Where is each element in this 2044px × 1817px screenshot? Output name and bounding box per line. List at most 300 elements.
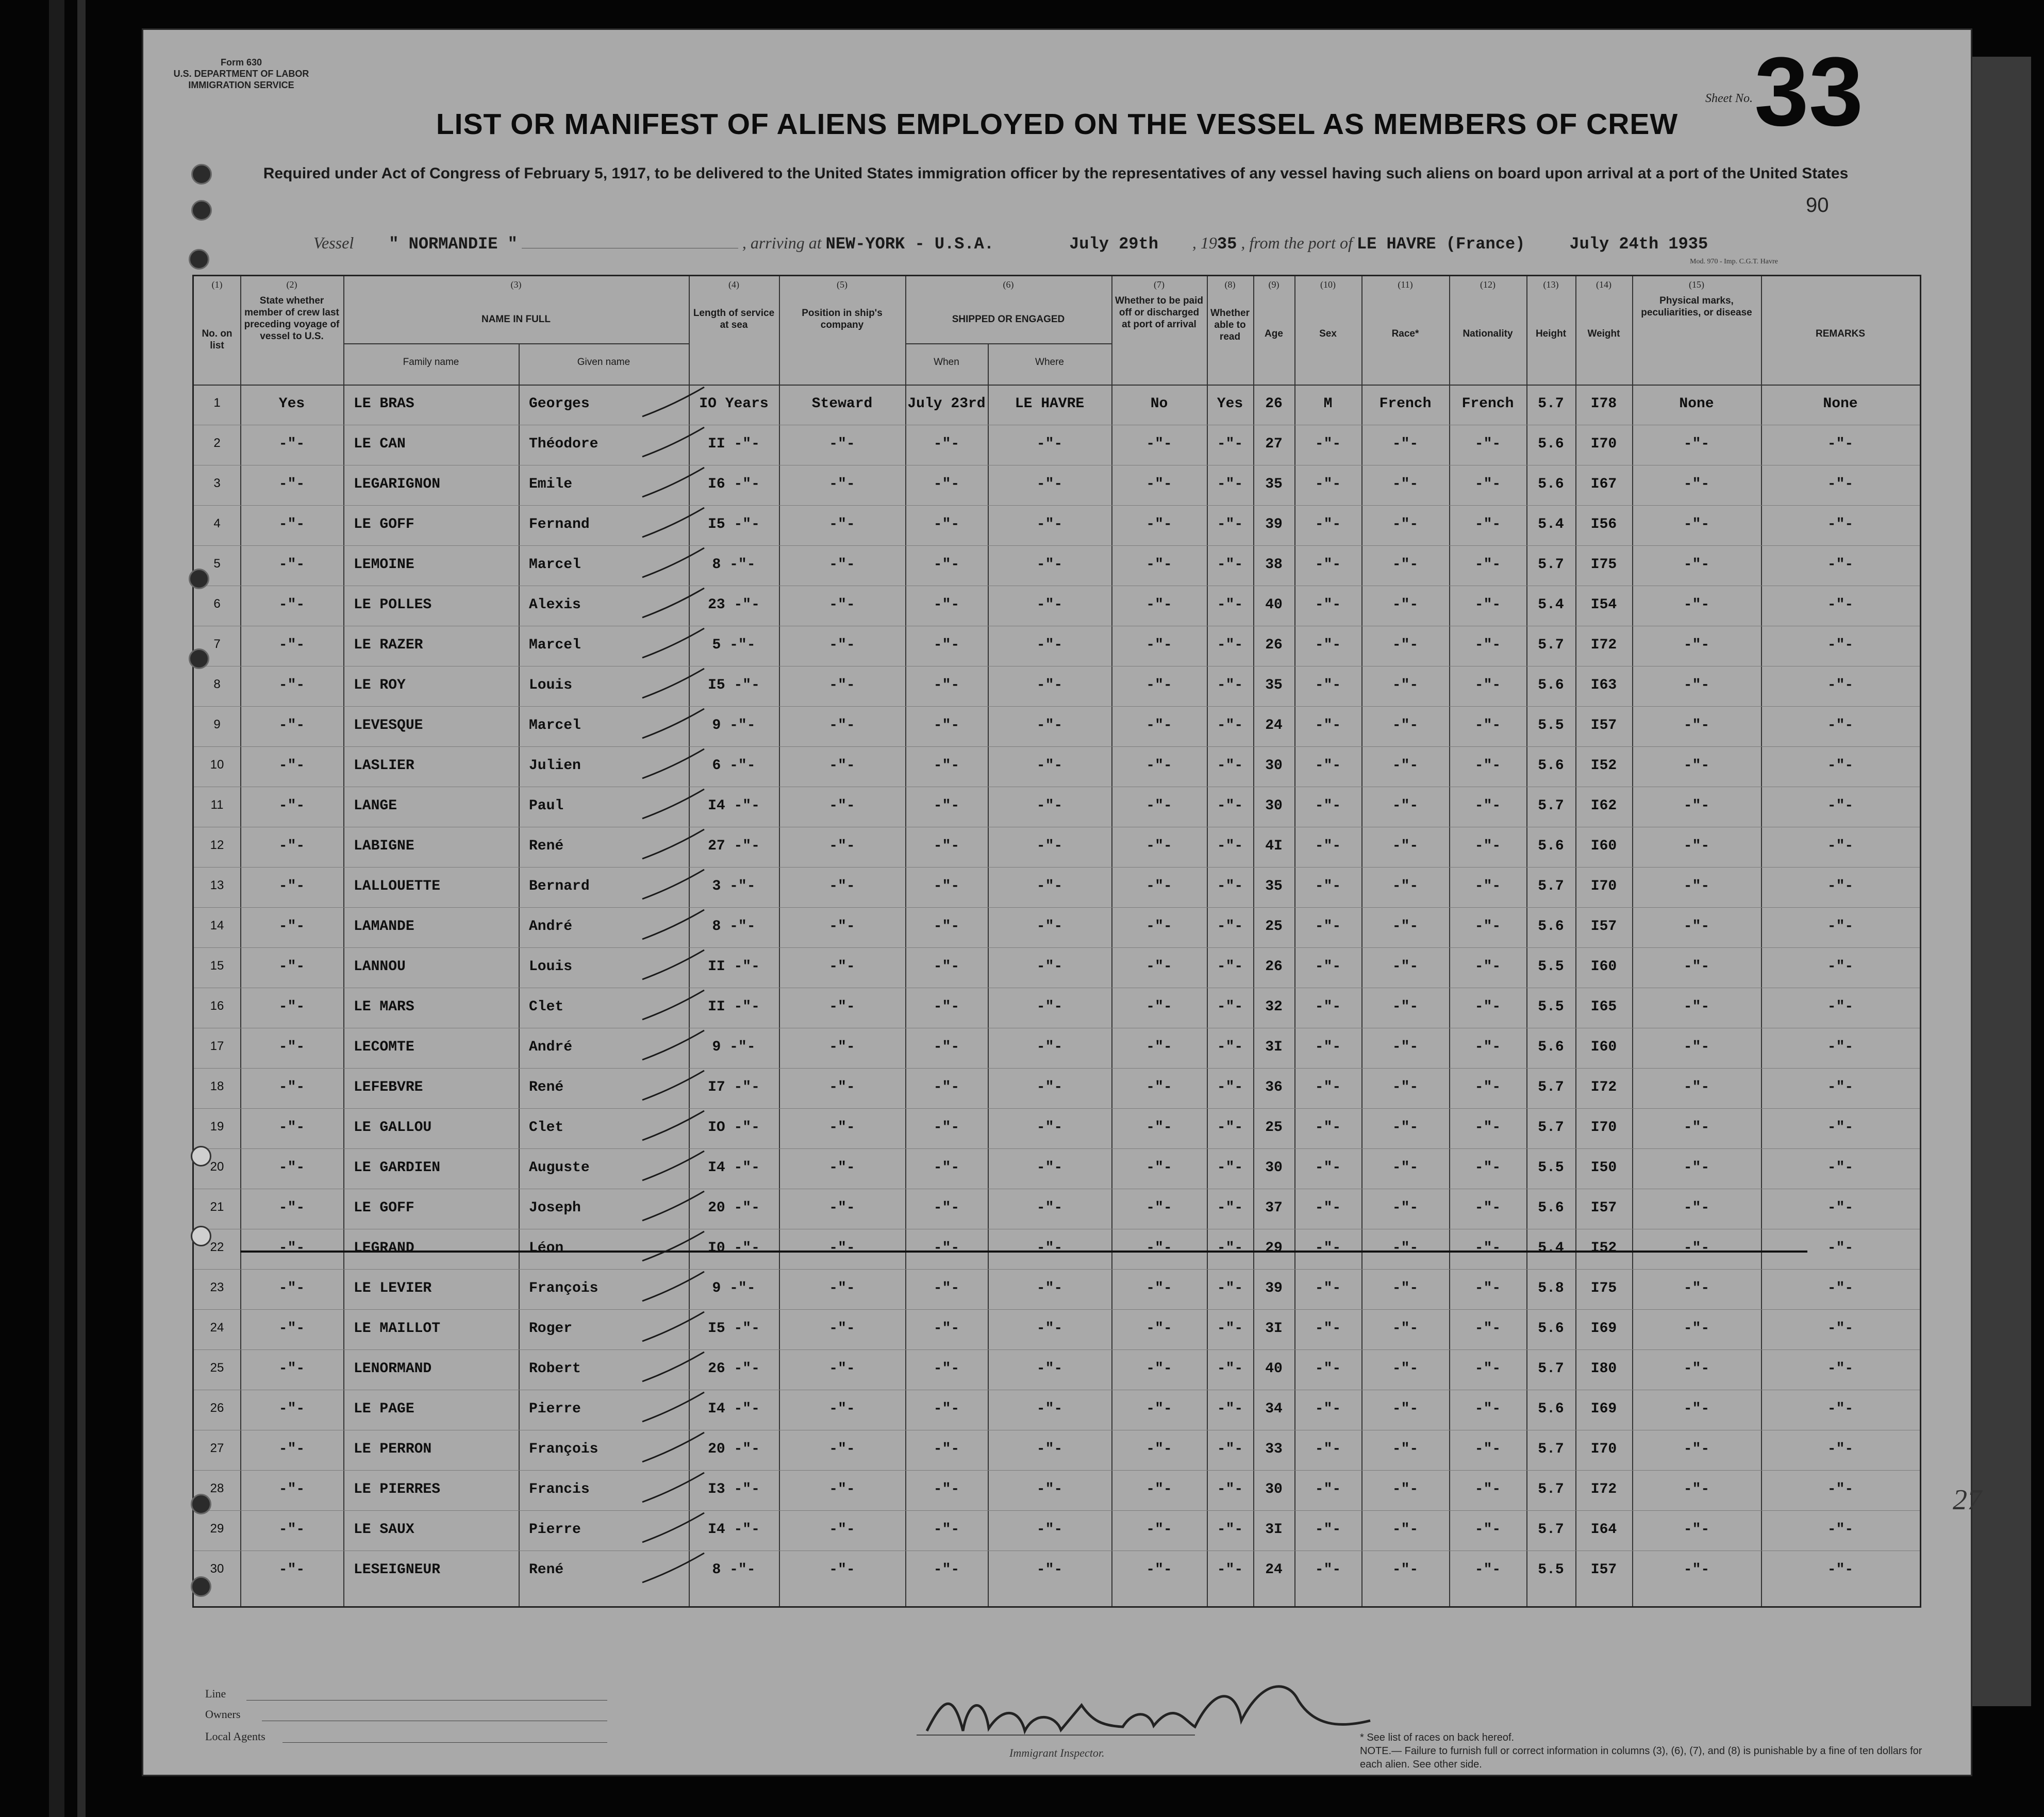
cell-marks: -"- [1683,1321,1710,1337]
cell-given: Paul [529,798,564,814]
cell-paid: -"- [1146,1562,1172,1578]
cell-marks: -"- [1683,838,1710,854]
cell-nat: -"- [1474,999,1501,1015]
cell-height: 5.7 [1538,1120,1564,1136]
manifest-sheet [142,28,1982,1776]
cell-position: -"- [829,1321,855,1337]
cell-paid: -"- [1146,718,1172,734]
cell-race: -"- [1392,557,1419,573]
cell-remarks: -"- [1827,597,1854,613]
cell-remarks: None [1823,396,1858,412]
cell-age: 24 [1265,1562,1283,1578]
cell-nat: -"- [1474,959,1501,975]
cell-weight: I57 [1590,1200,1617,1216]
cell-paid: -"- [1146,878,1172,894]
check-mark [637,505,709,541]
cell-nat: -"- [1474,919,1501,935]
cell-where: -"- [1036,1321,1063,1337]
cell-service: 8 -"- [712,557,756,573]
cell-family: LE LEVIER [354,1280,432,1296]
binder-hole [191,1146,211,1166]
cell-marks: -"- [1683,1240,1710,1256]
cell-read: -"- [1217,1481,1243,1497]
table-row [194,626,1920,666]
table-row [194,947,1920,988]
cell-position: -"- [829,1481,855,1497]
cell-when: -"- [933,1361,960,1377]
cell-service: 9 -"- [712,1039,756,1055]
column-number: (6) [1003,279,1014,290]
cell-given: Théodore [529,436,599,452]
cell-where: -"- [1036,1562,1063,1578]
cell-marks: -"- [1683,959,1710,975]
cell-age: 30 [1265,798,1283,814]
cell-family: LABIGNE [354,838,414,854]
cell-n: 30 [210,1562,224,1576]
cell-age: 26 [1265,959,1283,975]
cell-family: LE GOFF [354,516,414,532]
binder-hole [189,249,209,270]
cell-prev: -"- [278,476,305,492]
table-row [194,545,1920,586]
cell-read: -"- [1217,798,1243,814]
cell-weight: I62 [1590,798,1617,814]
cell-paid: -"- [1146,838,1172,854]
from-label: , from the port of [1241,234,1353,252]
cell-where: -"- [1036,1481,1063,1497]
cell-family: LE GALLOU [354,1120,432,1136]
cell-n: 23 [210,1280,224,1294]
cell-marks: -"- [1683,1481,1710,1497]
column-header: REMARKS [1815,328,1866,339]
cell-position: -"- [829,1441,855,1457]
cell-where: -"- [1036,999,1063,1015]
cell-marks: -"- [1683,1039,1710,1055]
cell-height: 5.7 [1538,396,1564,412]
sheet-number: 33 [1754,37,1864,146]
cell-where: -"- [1036,476,1063,492]
cell-marks: -"- [1683,1200,1710,1216]
check-mark [637,907,709,943]
table-row [194,1148,1920,1189]
check-mark [637,465,709,501]
cell-remarks: -"- [1827,1401,1854,1417]
cell-height: 5.6 [1538,436,1564,452]
department: U.S. DEPARTMENT OF LABOR [173,69,309,79]
cell-position: -"- [829,677,855,693]
table-row [194,586,1920,626]
cell-height: 5.6 [1538,1039,1564,1055]
cell-race: French [1379,396,1432,412]
cell-when: -"- [933,1401,960,1417]
cell-sex: -"- [1315,919,1341,935]
cell-nat: -"- [1474,436,1501,452]
year-prefix: , 19 [1192,234,1217,252]
cell-sex: -"- [1315,1079,1341,1095]
cell-remarks: -"- [1827,476,1854,492]
cell-weight: I52 [1590,758,1617,774]
cell-remarks: -"- [1827,637,1854,653]
cell-position: -"- [829,919,855,935]
cell-prev: -"- [278,1361,305,1377]
check-mark [637,545,709,581]
cell-sex: -"- [1315,1562,1341,1578]
cell-remarks: -"- [1827,1120,1854,1136]
cell-weight: I64 [1590,1522,1617,1538]
check-mark [637,1551,709,1587]
cell-weight: I67 [1590,476,1617,492]
cell-n: 4 [213,516,221,530]
cell-marks: -"- [1683,597,1710,613]
cell-prev: -"- [278,1401,305,1417]
departure-port: LE HAVRE (France) [1356,235,1525,254]
column-header: Sex [1319,328,1337,339]
cell-service: 27 -"- [708,838,760,854]
line-label: Line [205,1687,226,1700]
cell-given: Georges [529,396,590,412]
check-mark [637,1430,709,1466]
check-mark [637,1349,709,1386]
cell-age: 29 [1265,1240,1283,1256]
vessel-name: " NORMANDIE " [389,235,518,254]
cell-when: -"- [933,1079,960,1095]
cell-given: Alexis [529,597,581,613]
cell-paid: -"- [1146,637,1172,653]
cell-family: LE GOFF [354,1200,414,1216]
cell-position: Steward [811,396,873,412]
check-mark [637,867,709,903]
cell-read: -"- [1217,516,1243,532]
cell-age: 3I [1265,1522,1283,1538]
cell-n: 20 [210,1160,224,1174]
cell-remarks: -"- [1827,1522,1854,1538]
cell-remarks: -"- [1827,1280,1854,1296]
cell-remarks: -"- [1827,1562,1854,1578]
cell-where: -"- [1036,557,1063,573]
cell-prev: -"- [278,798,305,814]
cell-weight: I75 [1590,1280,1617,1296]
cell-given: Marcel [529,557,581,573]
cell-sex: -"- [1315,516,1341,532]
cell-prev: -"- [278,1562,305,1578]
cell-weight: I69 [1590,1401,1617,1417]
binder-hole [191,200,212,221]
cell-position: -"- [829,1361,855,1377]
cell-service: I3 -"- [708,1481,760,1497]
cell-family: LASLIER [354,758,414,774]
check-mark [637,988,709,1024]
cell-family: LEGARIGNON [354,476,441,492]
cell-family: LENORMAND [354,1361,432,1377]
cell-remarks: -"- [1827,1481,1854,1497]
column-subheader: When [934,357,959,368]
cell-prev: -"- [278,557,305,573]
cell-paid: -"- [1146,1079,1172,1095]
cell-age: 35 [1265,476,1283,492]
cell-weight: I56 [1590,516,1617,532]
scan-edge-left-2 [77,0,86,1817]
cell-n: 17 [210,1039,224,1053]
cell-where: -"- [1036,798,1063,814]
cell-when: -"- [933,1321,960,1337]
arrival-year: 35 [1217,235,1237,254]
cell-paid: -"- [1146,1441,1172,1457]
cell-marks: -"- [1683,1361,1710,1377]
column-number: (14) [1596,279,1611,290]
cell-n: 2 [213,436,221,450]
cell-n: 19 [210,1120,224,1133]
cell-height: 5.7 [1538,1361,1564,1377]
owners-label: Owners [205,1708,241,1721]
cell-height: 5.7 [1538,637,1564,653]
arrival-date: July 29th [1069,235,1158,254]
cell-given: Joseph [529,1200,581,1216]
cell-service: 8 -"- [712,919,756,935]
cell-n: 25 [210,1361,224,1375]
cell-weight: I54 [1590,597,1617,613]
table-row [194,1510,1920,1551]
cell-when: -"- [933,1522,960,1538]
cell-height: 5.4 [1538,516,1564,532]
cell-n: 10 [210,758,224,772]
cell-marks: -"- [1683,1401,1710,1417]
cell-race: -"- [1392,1481,1419,1497]
page-number: 90 [1806,194,1829,216]
cell-sex: -"- [1315,597,1341,613]
cell-when: -"- [933,1562,960,1578]
cell-when: -"- [933,476,960,492]
inspector-label: Immigrant Inspector. [1009,1746,1105,1759]
cell-service: IO Years [699,396,769,412]
cell-sex: -"- [1315,758,1341,774]
cell-sex: -"- [1315,959,1341,975]
cell-when: -"- [933,1481,960,1497]
cell-age: 39 [1265,1280,1283,1296]
cell-where: -"- [1036,1160,1063,1176]
cell-n: 24 [210,1321,224,1335]
page-title: LIST OR MANIFEST OF ALIENS EMPLOYED ON THE VESSEL AS MEMBERS OF CREW [436,108,1679,141]
column-subheader: Given name [577,357,630,368]
cell-sex: -"- [1315,798,1341,814]
cell-remarks: -"- [1827,1361,1854,1377]
cell-prev: -"- [278,838,305,854]
cell-position: -"- [829,959,855,975]
check-mark [637,1309,709,1345]
cell-age: 24 [1265,718,1283,734]
cell-age: 4I [1265,838,1283,854]
cell-height: 5.4 [1538,597,1564,613]
cell-remarks: -"- [1827,838,1854,854]
check-mark [637,827,709,863]
cell-when: -"- [933,1200,960,1216]
cell-marks: -"- [1683,718,1710,734]
cell-service: I4 -"- [708,1160,760,1176]
cell-nat: -"- [1474,1522,1501,1538]
cell-read: -"- [1217,1401,1243,1417]
cell-given: Roger [529,1321,573,1337]
cell-read: -"- [1217,476,1243,492]
column-number: (3) [510,279,522,290]
cell-age: 40 [1265,597,1283,613]
cell-nat: -"- [1474,1441,1501,1457]
cell-n: 1 [213,396,221,410]
cell-remarks: -"- [1827,798,1854,814]
cell-nat: -"- [1474,1120,1501,1136]
cell-read: -"- [1217,999,1243,1015]
cell-where: -"- [1036,1522,1063,1538]
local-agents-label: Local Agents [205,1730,265,1743]
cell-where: -"- [1036,1361,1063,1377]
margin-note: 27 [1953,1484,1982,1516]
cell-position: -"- [829,1240,855,1256]
cell-race: -"- [1392,1079,1419,1095]
cell-where: -"- [1036,1200,1063,1216]
cell-weight: I70 [1590,436,1617,452]
column-header: Physical marks, peculiarities, or disease [1641,295,1752,318]
cell-nat: -"- [1474,1280,1501,1296]
cell-service: 9 -"- [712,718,756,734]
cell-weight: I70 [1590,1120,1617,1136]
cell-age: 25 [1265,919,1283,935]
check-mark [637,1269,709,1305]
cell-sex: -"- [1315,476,1341,492]
cell-position: -"- [829,436,855,452]
cell-when: -"- [933,798,960,814]
cell-paid: -"- [1146,1401,1172,1417]
cell-position: -"- [829,1079,855,1095]
arriving-port: NEW-YORK - U.S.A. [825,235,994,254]
column-header: Whether able to read [1210,308,1250,342]
cell-weight: I57 [1590,718,1617,734]
cell-family: LE PAGE [354,1401,414,1417]
cell-given: Auguste [529,1160,590,1176]
check-mark [637,1189,709,1225]
cell-n: 7 [213,637,221,651]
cell-service: I7 -"- [708,1079,760,1095]
cell-when: -"- [933,516,960,532]
cell-marks: -"- [1683,1160,1710,1176]
cell-position: -"- [829,1160,855,1176]
cell-when: -"- [933,637,960,653]
column-number: (7) [1154,279,1165,290]
cell-marks: -"- [1683,1280,1710,1296]
cell-when: -"- [933,1240,960,1256]
cell-marks: -"- [1683,798,1710,814]
cell-remarks: -"- [1827,878,1854,894]
cell-given: Fernand [529,516,590,532]
binder-hole [189,569,209,589]
cell-age: 26 [1265,396,1283,412]
column-number: (11) [1398,279,1413,290]
sheet-number-label: Sheet No. [1705,92,1753,105]
cell-where: -"- [1036,838,1063,854]
table-row [194,867,1920,907]
column-number: (15) [1689,279,1704,290]
cell-prev: -"- [278,1079,305,1095]
cell-weight: I70 [1590,1441,1617,1457]
cell-race: -"- [1392,919,1419,935]
table-row [194,1551,1920,1591]
cell-when: -"- [933,878,960,894]
cell-race: -"- [1392,1240,1419,1256]
table-row [194,1269,1920,1309]
cell-given: André [529,919,573,935]
cell-when: -"- [933,1160,960,1176]
cell-race: -"- [1392,1441,1419,1457]
cell-prev: -"- [278,597,305,613]
cell-race: -"- [1392,1361,1419,1377]
cell-position: -"- [829,758,855,774]
inspector-signature [906,1669,1411,1752]
cell-age: 27 [1265,436,1283,452]
footer-note [1360,1731,1927,1771]
cell-read: -"- [1217,1120,1243,1136]
cell-height: 5.4 [1538,1240,1564,1256]
cell-family: LEGRAND [354,1240,414,1256]
cell-nat: -"- [1474,1401,1501,1417]
cell-position: -"- [829,1280,855,1296]
cell-paid: -"- [1146,919,1172,935]
check-mark [637,746,709,782]
cell-sex: -"- [1315,1321,1341,1337]
cell-position: -"- [829,516,855,532]
cell-race: -"- [1392,1280,1419,1296]
cell-when: -"- [933,959,960,975]
cell-family: LEMOINE [354,557,414,573]
cell-prev: -"- [278,1441,305,1457]
column-header: Age [1265,328,1283,339]
column-header: NAME IN FULL [481,314,551,325]
cell-nat: -"- [1474,1039,1501,1055]
cell-read: -"- [1217,1079,1243,1095]
cell-height: 5.6 [1538,677,1564,693]
cell-prev: -"- [278,919,305,935]
cell-read: -"- [1217,1280,1243,1296]
cell-marks: -"- [1683,637,1710,653]
column-header: SHIPPED OR ENGAGED [952,314,1065,325]
cell-nat: -"- [1474,1079,1501,1095]
cell-where: -"- [1036,1401,1063,1417]
cell-marks: -"- [1683,878,1710,894]
cell-race: -"- [1392,959,1419,975]
check-mark [637,706,709,742]
cell-when: -"- [933,1280,960,1296]
cell-height: 5.5 [1538,999,1564,1015]
cell-service: 8 -"- [712,1562,756,1578]
cell-paid: -"- [1146,1240,1172,1256]
cell-height: 5.7 [1538,1522,1564,1538]
cell-weight: I72 [1590,1079,1617,1095]
cell-marks: -"- [1683,476,1710,492]
cell-height: 5.7 [1538,798,1564,814]
cell-read: -"- [1217,1200,1243,1216]
cell-when: -"- [933,758,960,774]
cell-marks: -"- [1683,758,1710,774]
cell-nat: French [1461,396,1514,412]
cell-nat: -"- [1474,557,1501,573]
cell-service: 3 -"- [712,878,756,894]
binder-hole [191,164,212,185]
cell-marks: -"- [1683,436,1710,452]
cell-sex: -"- [1315,1200,1341,1216]
cell-where: -"- [1036,436,1063,452]
table-row [194,505,1920,545]
cell-n: 13 [210,878,224,892]
cell-n: 9 [213,718,221,731]
vessel-line [313,234,1708,254]
column-subheader: Where [1035,357,1064,368]
cell-when: -"- [933,919,960,935]
